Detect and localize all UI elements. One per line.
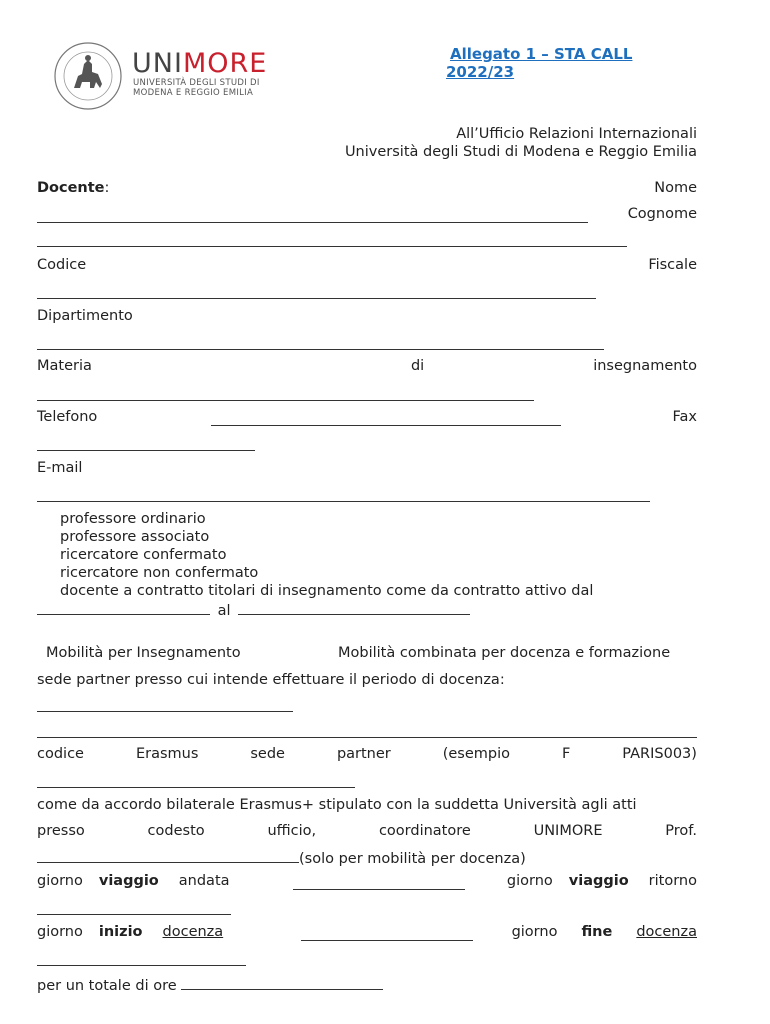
docente-row: Docente: Nome <box>37 180 697 196</box>
mobility-combined-option[interactable]: Mobilità combinata per docenza e formazione <box>338 645 671 661</box>
fiscale-label: Fiscale <box>648 257 697 273</box>
codice-fiscale-field[interactable] <box>37 298 596 299</box>
role-option[interactable]: professore associato <box>60 529 210 545</box>
total-hours-row <box>37 975 383 994</box>
travel-return-field[interactable] <box>37 914 231 915</box>
university-seal-icon <box>52 40 124 112</box>
coordinator-name-row <box>37 848 526 867</box>
cognome-field[interactable] <box>37 246 627 247</box>
contract-dates-row <box>37 600 470 619</box>
role-option[interactable]: ricercatore non confermato <box>60 565 259 581</box>
partner-site-field[interactable] <box>37 711 293 712</box>
cognome-label: Cognome <box>627 206 697 222</box>
teaching-end-label: giorno fine docenza <box>511 924 697 940</box>
telefono-label: Telefono <box>37 409 98 425</box>
solo-docenza-note: (solo per mobilità per docenza) <box>299 851 526 867</box>
nome-field[interactable] <box>37 222 588 223</box>
teaching-end-field[interactable] <box>37 965 246 966</box>
dipartimento-field[interactable] <box>37 349 604 350</box>
role-option[interactable]: docente a contratto titolari di insegnamento come da contratto attivo dal <box>60 583 594 599</box>
fax-field[interactable] <box>37 450 255 451</box>
coordinator-row: presso codesto ufficio, coordinatore UNIMORE Prof. <box>37 823 697 839</box>
brand-subtitle: UNIVERSITÀ DEGLI STUDI DI MODENA E REGGIO EMILIA <box>133 78 260 98</box>
nome-label: Nome <box>654 180 697 196</box>
mobility-teaching-option[interactable]: Mobilità per Insegnamento <box>46 645 241 661</box>
docente-label: Docente <box>37 180 105 196</box>
attachment-title: Allegato 1 – STA CALL 2022/23 <box>446 45 633 81</box>
insegnamento-label: insegnamento <box>593 358 697 374</box>
materia-row <box>37 358 697 374</box>
materia-field[interactable] <box>37 400 534 401</box>
total-hours-field[interactable] <box>181 975 383 990</box>
unimore-logo <box>52 40 268 115</box>
codice-fiscale-row <box>37 257 697 273</box>
email-field[interactable] <box>37 501 650 502</box>
partner-site-label: sede partner presso cui intende effettuare il periodo di docenza: <box>37 672 505 688</box>
erasmus-code-field[interactable] <box>37 787 355 788</box>
addressee-line2: Università degli Studi di Modena e Reggio Emilia <box>344 144 697 160</box>
email-label: E-mail <box>37 460 83 476</box>
partner-site-field-2[interactable] <box>37 737 697 738</box>
codice-label: Codice <box>37 257 87 273</box>
contract-start-field[interactable] <box>37 600 210 615</box>
dipartimento-label: Dipartimento <box>37 308 133 324</box>
travel-out-field[interactable] <box>293 889 465 890</box>
role-option[interactable]: ricercatore confermato <box>60 547 227 563</box>
di-label: di <box>410 358 425 374</box>
travel-return-label: giorno viaggio ritorno <box>506 873 697 889</box>
coordinator-name-field[interactable] <box>37 848 299 863</box>
telefono-field[interactable] <box>211 425 561 426</box>
erasmus-code-row: codice Erasmus sede partner (esempio F PARIS003) <box>37 746 697 762</box>
contract-end-field[interactable] <box>238 600 470 615</box>
fax-label: Fax <box>672 409 697 425</box>
travel-out-label: giorno viaggio andata <box>37 873 230 889</box>
agreement-text: come da accordo bilaterale Erasmus+ stipulato con la suddetta Università agli atti <box>37 797 637 813</box>
total-hours-label: per un totale di ore <box>37 978 177 994</box>
teaching-start-field[interactable] <box>301 940 473 941</box>
al-label: al <box>217 603 231 619</box>
role-options <box>60 510 593 600</box>
role-option[interactable]: professore ordinario <box>60 511 206 527</box>
brand-name: UNIMORE <box>132 48 268 79</box>
teaching-start-label: giorno inizio docenza <box>37 924 224 940</box>
addressee-line1: All’Ufficio Relazioni Internazionali <box>456 126 697 142</box>
materia-label: Materia <box>37 358 92 374</box>
